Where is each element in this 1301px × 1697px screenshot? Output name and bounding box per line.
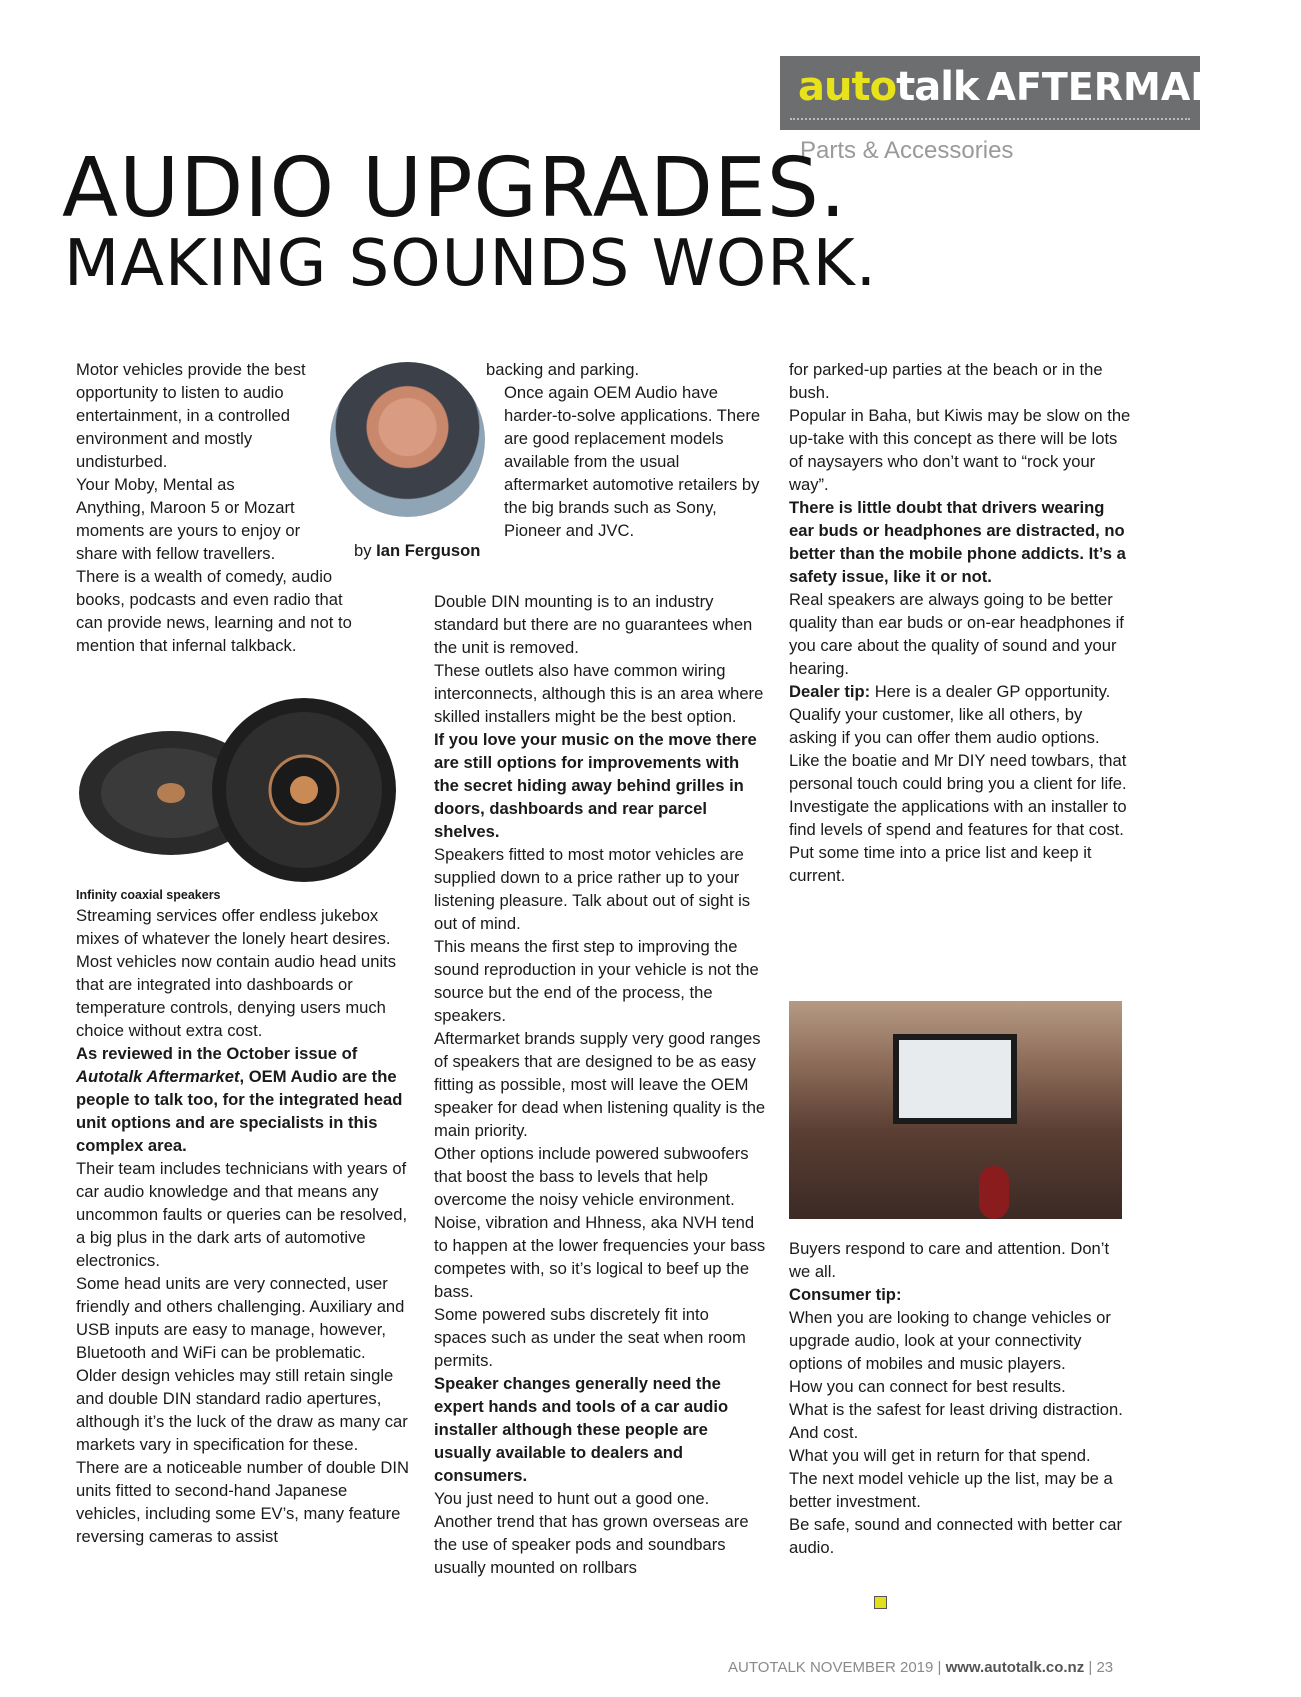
headline: AUDIO UPGRADES. xyxy=(62,141,847,236)
section-label: Parts & Accessories xyxy=(800,137,1014,164)
column-2-top: Once again OEM Audio have harder-to-solve applications. There are good replacement models available from the usual aftermarket automotive retailers by the big brands such as Sony, Pioneer and JVC. xyxy=(504,383,761,540)
masthead-rule xyxy=(790,118,1190,120)
column-1-body: Streaming services offer endless jukebox mixes of whatever the lonely heart desires. Most vehicles now contain audio head units that are integrated into dashboards or temperature controls, denying users much choice without extra cost. As reviewed in the October issue of Autotalk Aftermarket, OEM Audio are the people to talk too, for the integrated head unit options and are specialists in this complex area. Their team includes technicians with years of car audio knowledge and that means any uncommon faults or queries can be resolved, a big plus in the dark arts of automotive electronics. Some head units are very connected, user friendly and others challenging. Auxiliary and USB inputs are easy to manage, however, Bluetooth and WiFi can be problematic. Older design vehicles may still retain single and double DIN standard radio apertures, although it’s the luck of the draw as many car markets vary in specification for these. There are a noticeable number of double DIN units fitted to second-hand Japanese vehicles, including some EV’s, many feature reversing cameras to assist xyxy=(76,906,409,1546)
column-2-body: Double DIN mounting is to an industry standard but there are no guarantees when the unit is removed. These outlets also have common wiring interconnects, although this is an area where skilled installers might be the best option. If you love your music on the move there are still options for improvements with the secret hiding away behind grilles in doors, dashboards and rear parcel shelves. Speakers fitted to most motor vehicles are supplied down to a price rather up to your listening pleasure. Talk about out of sight is out of mind. This means the first step to improving the sound reproduction in your vehicle is not the source but the end of the process, the speakers. Aftermarket brands supply very good ranges of speakers that are designed to be as easy fitting as possible, most will leave the OEM speaker for dead when listening quality is the main priority. Other options include powered subwoofers that boost the bass to levels that help overcome the noisy vehicle environment. Noise, vibration and Hhness, aka NVH tend to happen at the lower frequencies your bass competes with, so it’s logical to beef up the bass. Some powered subs discretely fit into spaces such as under the seat when room permits. Speaker changes generally need the expert hands and tools of a car audio installer although these people are usually available to dealers and consumers. You just need to hunt out a good one. Another trend that has grown overseas are the use of speaker pods and soundbars usually mounted on rollbars xyxy=(434,592,766,1577)
byline: by Ian Ferguson xyxy=(354,541,481,560)
autotalk-logo: autotalk AFTERMARKET xyxy=(798,64,1301,110)
subheadline: MAKING SOUNDS WORK. xyxy=(64,227,878,301)
speaker-image xyxy=(76,698,418,888)
column-3-top: for parked-up parties at the beach or in the bush. Popular in Baha, but Kiwis may be slow on the up-take with this concept as there will be lots of naysayers who don’t want to “rock your way”. There is little doubt that drivers wearing ear buds or headphones are distracted, no better than the mobile phone addicts. It’s a safety issue, like it or not. Real speakers are always going to be better quality than ear buds or on-ear headphones if you care about the quality of sound and your hearing. Dealer tip: Here is a dealer GP opportunity. Qualify your customer, like all others, by asking if you can offer them audio options. Like the boatie and Mr DIY need towbars, that personal touch could bring you a client for life. Investigate the applications with an installer to find levels of spend and features for that cost. Put some time into a price list and keep it current. xyxy=(789,360,1131,885)
end-mark xyxy=(874,1596,887,1609)
column-3-bottom: Buyers respond to care and attention. Don’t we all. Consumer tip: When you are looking to change vehicles or upgrade audio, look at your connectivity options of mobiles and music players. How you can connect for best results. What is the safest for least driving distraction. And cost. What you will get in return for that spend. The next model vehicle up the list, may be a better investment. Be safe, sound and connected with better car audio. xyxy=(789,1239,1123,1557)
image-caption: Infinity coaxial speakers xyxy=(76,888,221,902)
site-link[interactable]: www.autotalk.co.nz xyxy=(945,1659,1085,1676)
gear-knob xyxy=(979,1166,1009,1219)
dashboard-image xyxy=(789,1001,1122,1219)
author-portrait xyxy=(330,362,485,517)
column-1-intro: Motor vehicles provide the best opportunity to listen to audio entertainment, in a controlled environment and mostly undisturbed. Your Moby, Mental as Anything, Maroon 5 or Mozart moments are yours to enjoy or share with fellow travellers. There is a wealth of comedy, audio books, podcasts and even radio that can provide news, learning and not to mention that infernal talkback. xyxy=(76,360,352,655)
masthead xyxy=(780,56,1301,130)
column-2-top-lead: backing and parking. xyxy=(486,360,640,379)
infotainment-screen xyxy=(893,1034,1017,1124)
page-footer: AUTOTALK NOVEMBER 2019 | www.autotalk.co.nz | 23 xyxy=(728,1659,1114,1676)
